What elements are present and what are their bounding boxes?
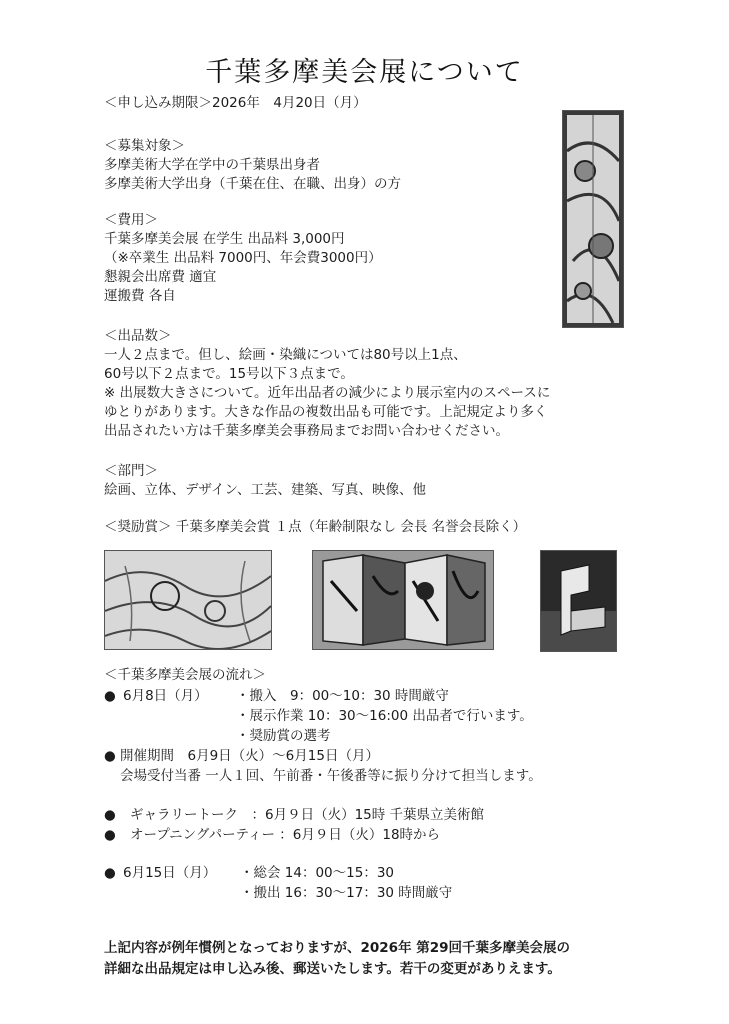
footer-line: 詳細な出品規定は申し込み後、郵送いたします。若干の変更がありえます。 [104,961,561,977]
bullet-icon: ● [104,865,116,881]
bullet-icon: ● [104,807,116,823]
bullet-icon: ● [104,748,116,764]
june8-item: ・搬入 9：00〜10：30 時間厳守 [236,688,449,704]
sculpture-image [541,551,616,651]
june15-item: ・搬出 16：30〜17：30 時間厳守 [240,885,453,901]
june15-date: 6月15日（月） [123,865,217,881]
opening-party: オープニングパーティー ：6月９日（火）18時から [130,827,441,843]
fees-heading: ＜費用＞ [104,212,158,228]
fees-line: 運搬費 各自 [104,288,176,304]
stained-glass-photo [562,110,624,328]
stained-glass-image [563,111,623,327]
painting-image [105,551,271,649]
entries-line: 出品されたい方は千葉多摩美会事務局までお問い合わせください。 [104,423,509,439]
award-text: ＜奨励賞＞ 千葉多摩美会賞 １点（年齢制限なし 会長 名誉会長除く） [104,519,527,535]
fees-line: 千葉多摩美会展 在学生 出品料 3,000円 [104,231,345,247]
footer-line: 上記内容が例年慣例となっておりますが、2026年 第29回千葉多摩美会展の [104,940,571,956]
entries-line: ※ 出展数大きさについて。近年出品者の減少により展示室内のスペースに [104,385,551,401]
deadline: ＜申し込み期限＞2026年 4月20日（月） [104,95,367,111]
page-title: 千葉多摩美会展について [205,57,524,88]
divisions-text: 絵画、立体、デザイン、工芸、建築、写真、映像、他 [104,482,426,498]
fees-line: （※卒業生 出品料 7000円、年会費3000円） [104,250,382,266]
gallery-talk: ギャラリートーク ：6月９日（火）15時 千葉県立美術館 [130,807,485,823]
june8-date: 6月8日（月） [123,688,208,704]
entries-line: ゆとりがあります。大きな作品の複数出品も可能です。上記規定より多く [104,404,548,420]
divisions-heading: ＜部門＞ [104,463,158,479]
recruit-heading: ＜募集対象＞ [104,138,185,154]
artwork-photo-screen [312,550,494,650]
folding-screen-image [313,551,493,649]
entries-heading: ＜出品数＞ [104,328,172,344]
artwork-photo-painting [104,550,272,650]
period-note: 会場受付当番 一人１回、午前番・午後番等に振り分けて担当します。 [120,768,542,784]
bullet-icon: ● [104,688,116,704]
flow-heading: ＜千葉多摩美会展の流れ＞ [104,667,266,683]
period-label: 開催期間 6月9日（火）〜6月15日（月） [120,748,379,764]
recruit-line: 多摩美術大学出身（千葉在住、在職、出身）の方 [104,176,401,192]
artwork-photo-sculpture [540,550,617,652]
recruit-line: 多摩美術大学在学中の千葉県出身者 [104,157,320,173]
entries-line: 60号以下２点まで。15号以下３点まで。 [104,366,354,382]
june8-item: ・奨励賞の選考 [236,728,331,744]
bullet-icon: ● [104,827,116,843]
june15-item: ・総会 14：00〜15：30 [240,865,395,881]
entries-line: 一人２点まで。但し、絵画・染織については80号以上1点、 [104,347,467,363]
fees-line: 懇親会出席費 適宜 [104,269,217,285]
june8-item: ・展示作業 10：30〜16:00 出品者で行います。 [236,708,533,724]
